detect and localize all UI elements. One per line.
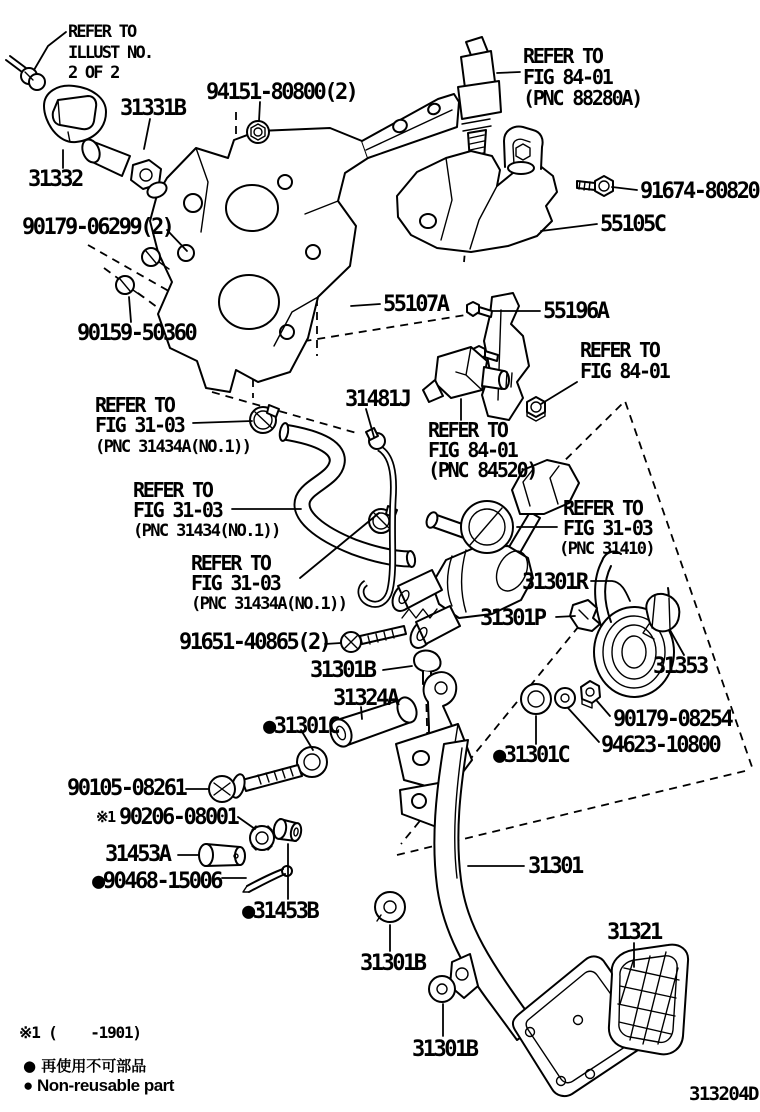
grommet-31301b-mid-art <box>375 892 405 922</box>
washer-94623-art <box>555 688 575 708</box>
note-31410-line1: REFER TO <box>563 496 642 520</box>
part-label-31324a: 31324A <box>333 686 398 711</box>
part-label-55196a: 55196A <box>543 299 608 324</box>
nut-90206-art <box>250 826 274 850</box>
part-label-31453b: ●31453B <box>242 899 318 924</box>
note-31434-line2: FIG 31-03 <box>133 498 222 522</box>
note-84520-line2: FIG 84-01 <box>428 438 517 462</box>
note-fig8401-88280a-line2: FIG 84-01 <box>523 65 612 89</box>
part-label-31331b: 31331B <box>120 96 185 121</box>
hose-clamp-top-art <box>250 405 279 433</box>
pedal-support-bracket-art <box>150 94 459 392</box>
bushing-31453b-art <box>272 818 302 842</box>
part-label-90179-06299: 90179-06299(2) <box>22 215 173 240</box>
note-fig8401-nut-line1: REFER TO <box>580 338 659 362</box>
legend-non-reusable-en: ● Non-reusable part <box>23 1076 174 1095</box>
part-label-91674-80820: 91674-80820 <box>640 179 759 204</box>
part-marker-90206: ※1 <box>96 808 115 826</box>
part-label-94623-10800: 94623-10800 <box>601 733 720 758</box>
legend-non-reusable-jp: ● 再使用不可部品 <box>23 1057 147 1075</box>
part-label-90468-15006: ●90468-15006 <box>92 869 221 894</box>
stud-91651-art <box>341 626 406 652</box>
note-31434-line3: (PNC 31434(NO.1)) <box>133 521 280 541</box>
note-31434a-bot-line3: (PNC 31434A(NO.1)) <box>191 594 347 614</box>
clevis-pin-31453a-art <box>199 844 245 866</box>
switch-31331b-art <box>79 137 169 201</box>
part-label-31301p: 31301P <box>480 606 545 631</box>
note-31434-line1: REFER TO <box>133 478 212 502</box>
part-label-90206-08001: 90206-08001 <box>119 805 238 830</box>
cotter-pin-90468-art <box>243 866 292 892</box>
part-label-31301b-bottom: 31301B <box>412 1037 477 1062</box>
stop-lamp-switch-art <box>458 37 501 170</box>
part-label-90179-08254: 90179-08254 <box>613 707 732 732</box>
pedal-pad-31321-art <box>609 945 688 1055</box>
part-label-31321: 31321 <box>607 920 661 945</box>
part-label-31301b-mid: 31301B <box>360 951 425 976</box>
part-label-55105c: 55105C <box>600 212 665 237</box>
nut-90179-08254-art <box>581 681 600 708</box>
note-31434a-top-line3: (PNC 31434A(NO.1)) <box>95 437 251 457</box>
part-label-31301r: 31301R <box>522 570 587 595</box>
part-label-31453a: 31453A <box>105 842 170 867</box>
note-fig8401-88280a-line3: (PNC 88280A) <box>523 86 642 110</box>
note-84520-line1: REFER TO <box>428 418 507 442</box>
part-label-90105-08261: 90105-08261 <box>67 776 186 801</box>
part-label-31353: 31353 <box>653 654 707 679</box>
bolt-91674-art <box>577 176 613 196</box>
grommet-31332-art <box>44 86 106 142</box>
note-31434a-bot-line2: FIG 31-03 <box>191 571 280 595</box>
note-84520-line3: (PNC 84520) <box>428 458 537 482</box>
part-label-31301: 31301 <box>528 854 582 879</box>
note-31410-line2: FIG 31-03 <box>563 516 652 540</box>
note-illust-line1: REFER TO <box>68 22 136 42</box>
part-label-31332: 31332 <box>28 167 82 192</box>
note-fig8401-nut-line2: FIG 84-01 <box>580 359 669 383</box>
legend-applicability: ※1 ( -1901) <box>19 1023 141 1042</box>
part-label-31301c-left: ●31301C <box>263 714 339 739</box>
note-31434a-top-line1: REFER TO <box>95 393 174 417</box>
nut-94151-art <box>247 121 269 143</box>
part-label-31301b-top: 31301B <box>310 658 375 683</box>
nut-fig8401-art <box>527 397 545 421</box>
note-fig8401-88280a-line1: REFER TO <box>523 44 602 68</box>
part-label-31481j: 31481J <box>345 387 410 412</box>
note-31434a-top-line2: FIG 31-03 <box>95 413 184 437</box>
note-31410-line3: (PNC 31410) <box>559 539 654 559</box>
note-illust-line3: 2 OF 2 <box>68 63 119 83</box>
diagram-id: 313204D <box>689 1083 758 1105</box>
part-label-90159-50360: 90159-50360 <box>77 321 196 346</box>
part-label-55107a: 55107A <box>383 292 448 317</box>
grommet-31301b-bottom-art <box>429 976 455 1002</box>
note-31434a-bot-line1: REFER TO <box>191 551 270 575</box>
bolt-90105-art <box>209 765 302 802</box>
bushing-31301c-right-art <box>521 684 551 714</box>
part-label-31301c-right: ●31301C <box>493 743 569 768</box>
part-label-94151-80800: 94151-80800(2) <box>206 80 357 105</box>
part-label-91651-40865: 91651-40865(2) <box>179 630 330 655</box>
note-illust-line2: ILLUST NO. <box>68 43 153 63</box>
